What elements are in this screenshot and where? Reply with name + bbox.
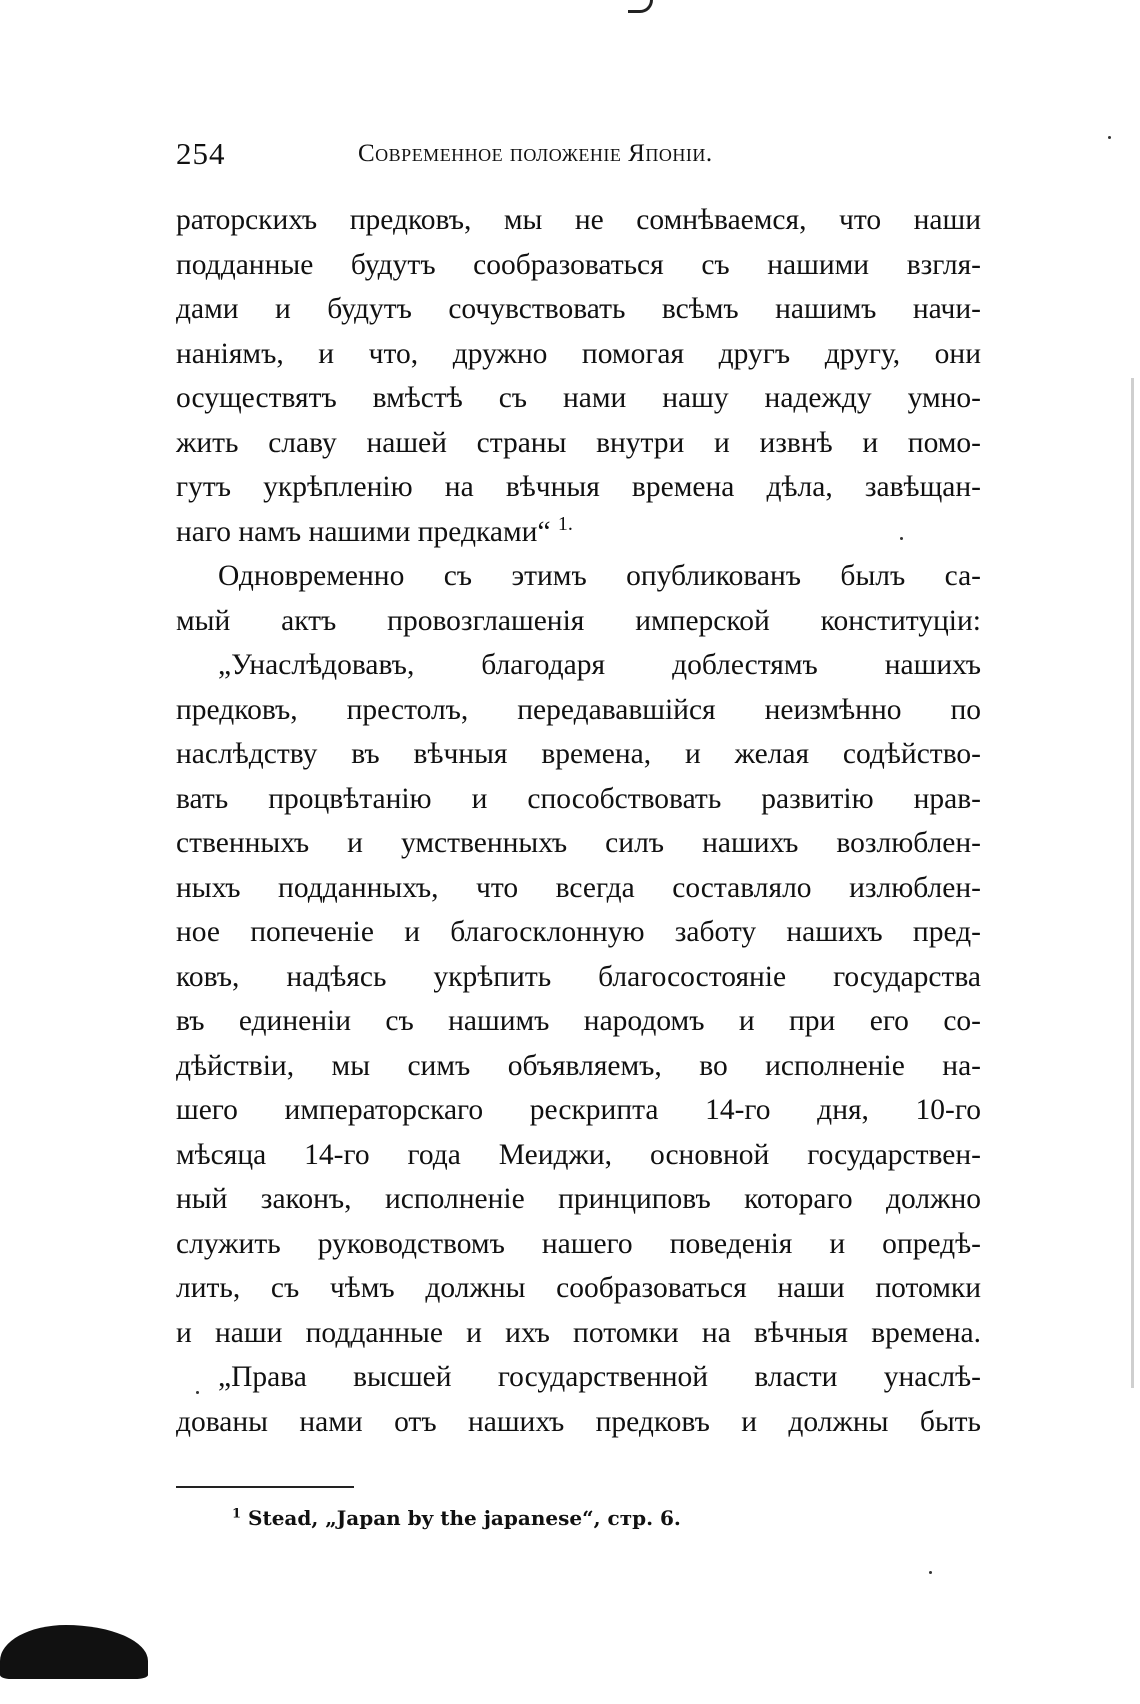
text-line: наслѣдству въ вѣчныя времена, и желая содѣйство-	[176, 738, 981, 770]
scan-artifact	[628, 0, 653, 13]
text-line: подданные будутъ сообразоваться съ нашими взгля-	[176, 248, 981, 281]
text-line: мый актъ провозглашенія имперской конституціи:	[176, 604, 981, 637]
text-line: гутъ укрѣпленію на вѣчныя времена дѣла, завѣщан-	[176, 471, 981, 503]
text-line: лить, съ чѣмъ должны сообразоваться наши потомки	[176, 1272, 981, 1304]
scan-thumb-shadow	[0, 1625, 148, 1679]
footnote-reference[interactable]: 1.	[557, 512, 573, 535]
text-line: „Права высшей государственной власти унаслѣ-	[218, 1361, 981, 1393]
text-line: наго намъ нашими предками“	[176, 515, 551, 548]
text-line: Одновременно съ этимъ опубликованъ былъ са-	[218, 560, 981, 592]
text-line: вать процвѣтанію и способствовать развитію нрав-	[176, 782, 981, 815]
scan-speck	[900, 537, 903, 540]
footnote-text: Stead, „Japan by the japanese“, стр. 6.	[248, 1506, 681, 1530]
text-line: и наши подданные и ихъ потомки на вѣчныя времена.	[176, 1316, 981, 1349]
text-line: осуществятъ вмѣстѣ съ нами нашу надежду умно-	[176, 382, 981, 414]
text-line: шего императорскаго рескрипта 14-го дня, 10-го	[176, 1094, 981, 1126]
text-line-with-note	[176, 510, 981, 555]
text-line: „Унаслѣдовавъ, благодаря доблестямъ нашихъ	[218, 649, 981, 681]
text-line: дами и будутъ сочувствовать всѣмъ нашимъ начи-	[176, 293, 981, 325]
text-line: служить руководствомъ нашего поведенія и опредѣ-	[176, 1227, 981, 1260]
text-line: мѣсяца 14-го года Меиджи, основной государствен-	[176, 1138, 981, 1171]
text-line: наніямъ, и что, дружно помогая другъ другу, они	[176, 337, 981, 370]
text-line: раторскихъ предковъ, мы не сомнѣваемся, что наши	[176, 204, 981, 236]
text-line: въ единеніи съ нашимъ народомъ и при его со-	[176, 1005, 981, 1037]
text-line: ный законъ, исполненіе принциповъ котораго должно	[176, 1183, 981, 1215]
text-line: дованы нами отъ нашихъ предковъ и должны быть	[176, 1405, 981, 1438]
footnote-divider	[176, 1486, 354, 1488]
text-line: ственныхъ и умственныхъ силъ нашихъ возлюблен-	[176, 827, 981, 859]
scan-speck	[929, 1571, 932, 1574]
footnote-number: 1	[232, 1506, 242, 1522]
text-line: предковъ, престолъ, передававшійся неизмѣнно по	[176, 693, 981, 726]
page-number: 254	[176, 136, 226, 171]
text-line: дѣйствіи, мы симъ объявляемъ, во исполненіе на-	[176, 1049, 981, 1082]
text-line: ныхъ подданныхъ, что всегда составляло излюблен-	[176, 871, 981, 904]
running-head	[176, 136, 976, 176]
scan-speck	[1108, 136, 1111, 139]
running-title: Современное положеніе Японіи.	[358, 140, 713, 167]
body-text	[176, 198, 981, 1444]
text-line: ковъ, надѣясь укрѣпить благосостояніе государства	[176, 960, 981, 993]
footnote	[232, 1506, 681, 1530]
text-line: жить славу нашей страны внутри и извнѣ и помо-	[176, 426, 981, 459]
page-edge-shadow	[1131, 378, 1134, 1388]
scan-speck	[196, 1391, 199, 1394]
text-line: ное попеченіе и благосклонную заботу нашихъ пред-	[176, 916, 981, 948]
